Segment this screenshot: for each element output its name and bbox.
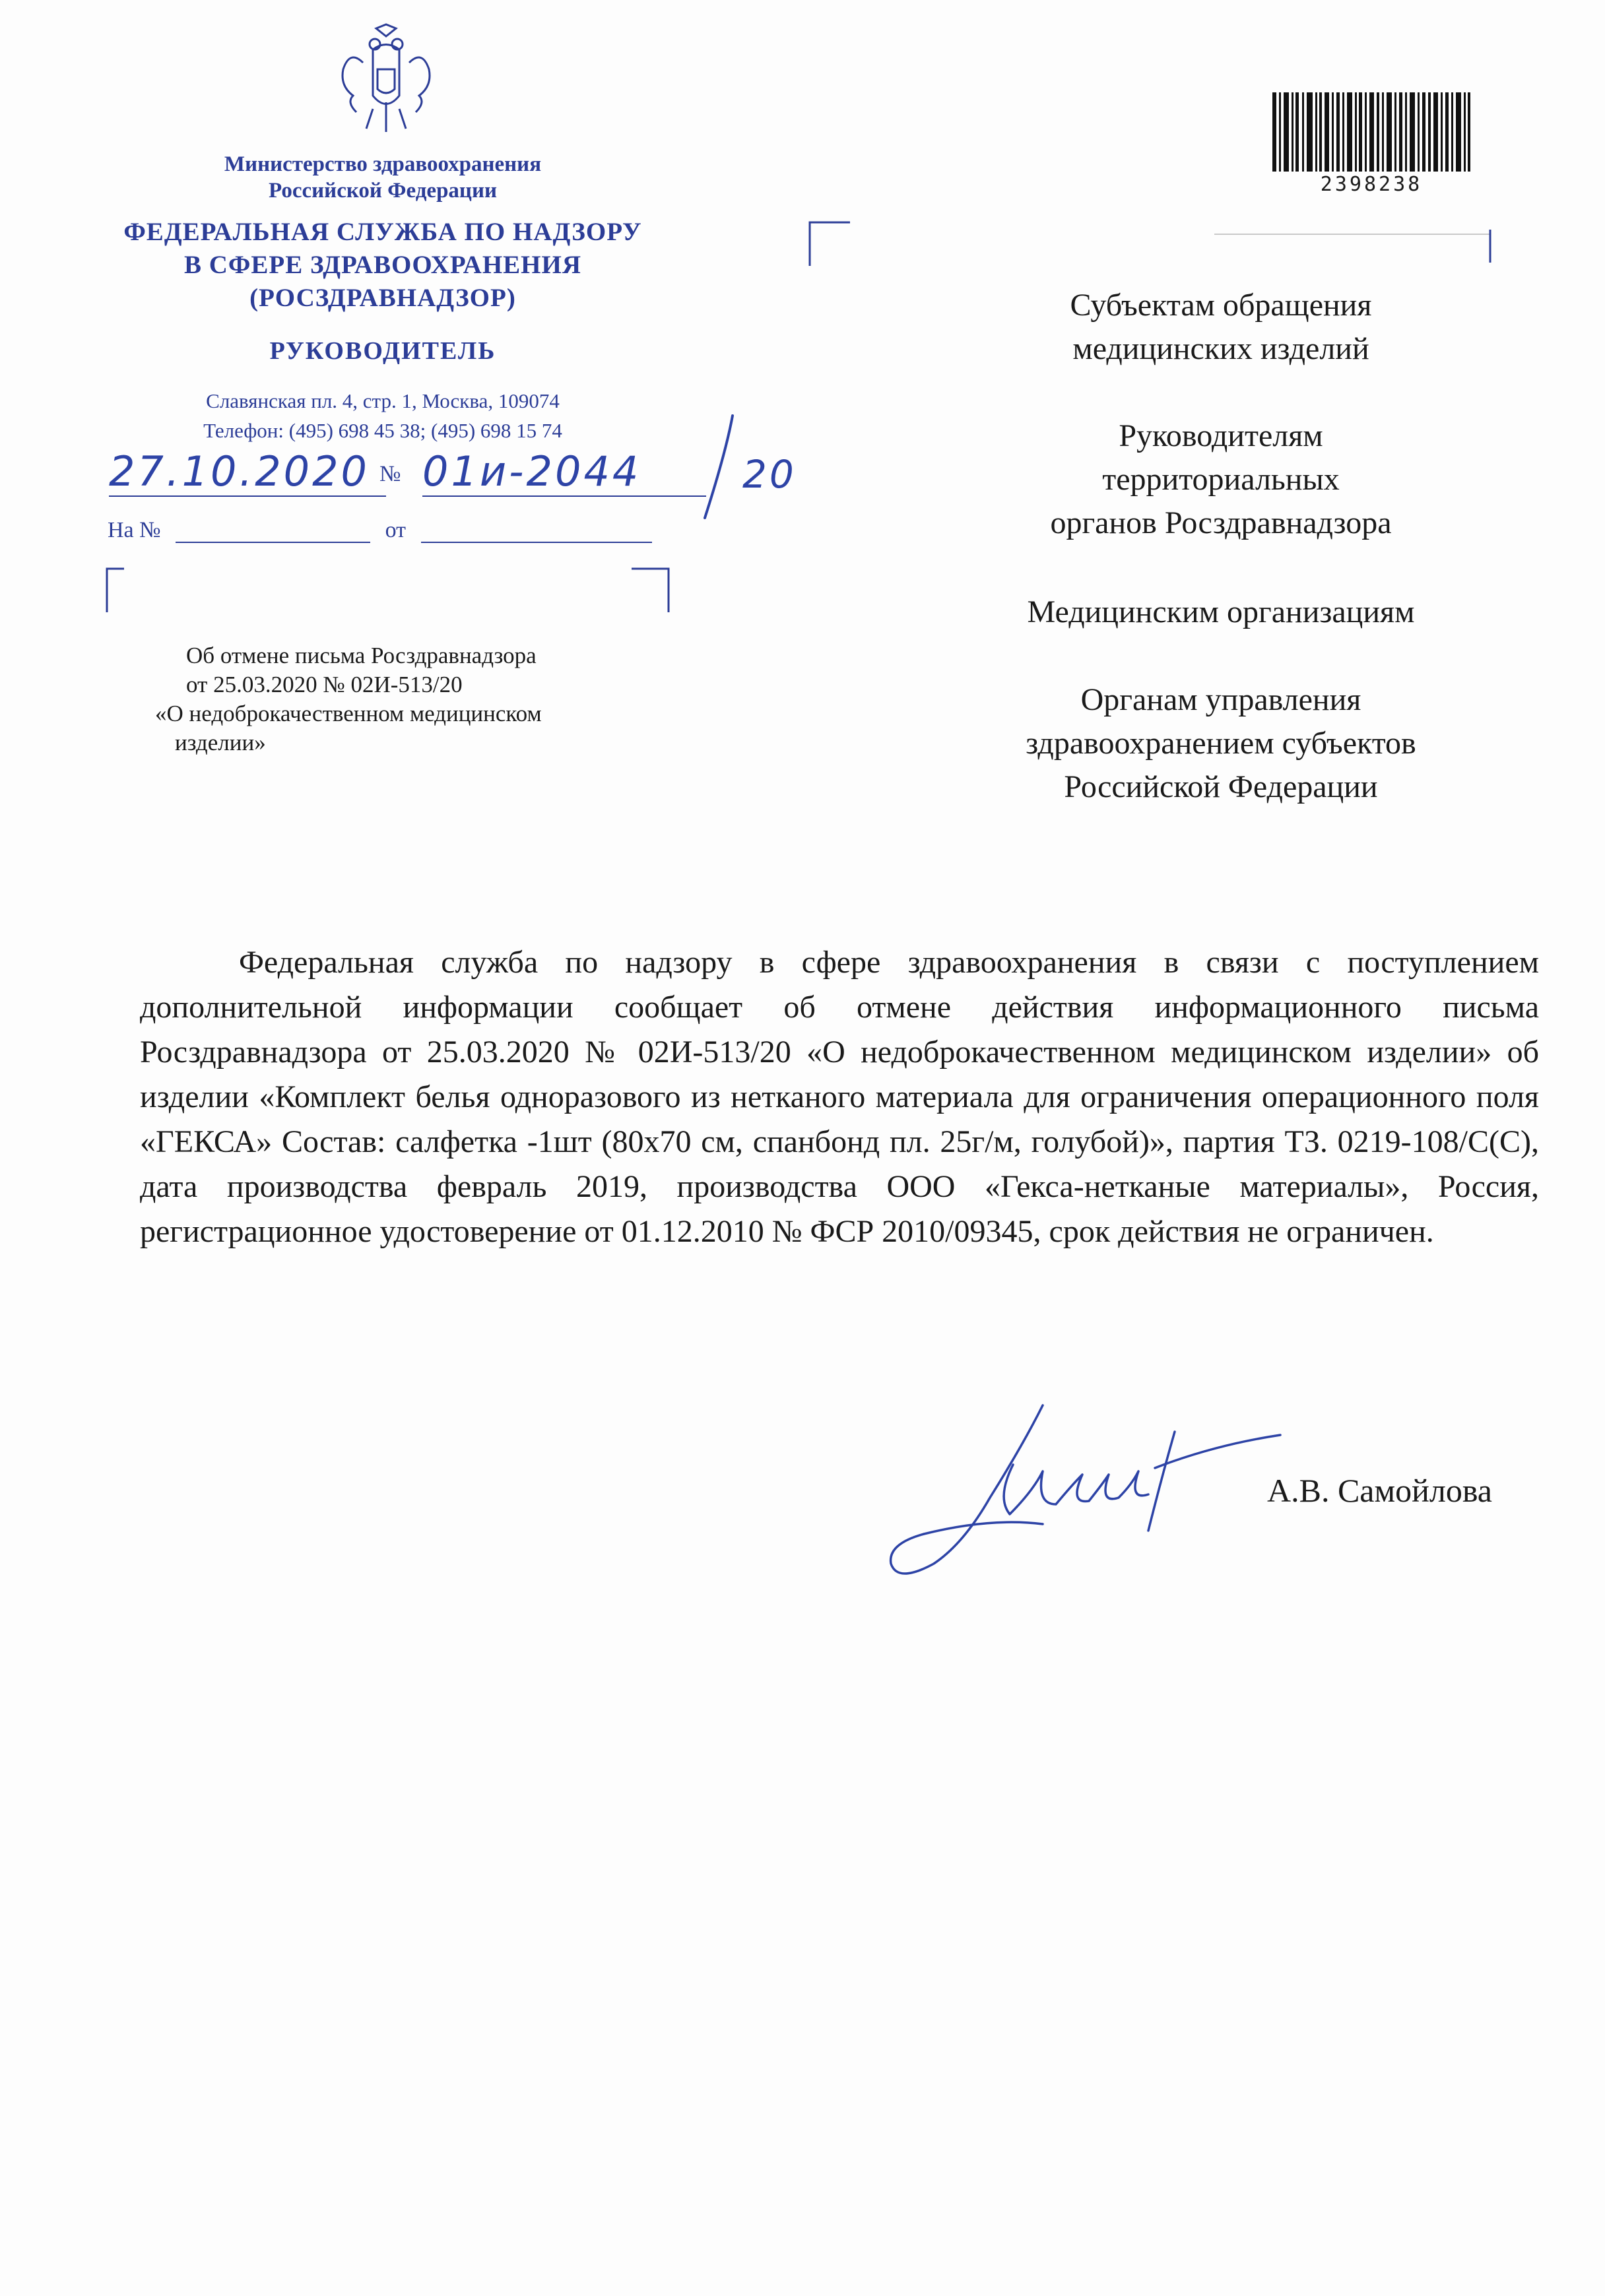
registration-number-field [422, 447, 706, 497]
registration-date: 27.10.2020 [109, 447, 370, 495]
address-bracket-left [808, 221, 851, 267]
address: Славянская пл. 4, стр. 1, Москва, 109074 [206, 389, 560, 412]
body-paragraph: Федеральная служба по надзору в сфере здравоохранения в связи с поступлением дополнительной информации сообщает об отмене действия информационного письма Росздравнадзора от 25.03.2020 № 02И-513/20 «О недоброкачественном медицинском изделии» об изделии «Комплект белья одноразового из нетканого материала для ограничения операционного поля «ГЕКСА» Состав: салфетка -1шт (80х70 см, спанбонд пл. 25г/м, голубой)», партия ТЗ. 0219-108/С(С), дата производства февраль 2019, производства ООО «Гекса-нетканые материалы», Россия, регистрационное удостоверение от 01.12.2010 № ФСР 2010/09345, срок действия не ограничен. [140, 945, 1539, 1249]
subject-bracket-right [630, 567, 670, 614]
position-title: РУКОВОДИТЕЛЬ [269, 337, 496, 365]
on-number-label: На № [108, 518, 161, 542]
reply-reference-line [108, 518, 652, 543]
on-number-blank [176, 522, 370, 543]
service-name-line2: В СФЕРЕ ЗДРАВООХРАНЕНИЯ [183, 251, 582, 279]
handwritten-signature [871, 1392, 1294, 1603]
addressee-4-line2: здравоохранением субъектов [1026, 726, 1416, 761]
ministry-name-line1: Министерство здравоохранения [224, 152, 542, 176]
addressee-1-line2: медицинских изделий [1072, 331, 1369, 366]
subject-line3: «О недоброкачественном медицинском [155, 701, 542, 726]
addressee-block-4 [911, 678, 1531, 809]
signatory-name: А.В. Самойлова [1267, 1472, 1492, 1509]
addressee-3-line1: Медицинским организациям [1027, 594, 1415, 629]
subject-line4: изделии» [175, 730, 266, 755]
barcode-number: 2398238 [1320, 173, 1423, 196]
number-sign: № [379, 462, 401, 486]
address-bracket-right [1214, 224, 1498, 264]
addressee-2-line3: органов Росздравнадзора [1050, 505, 1392, 540]
subject-line2: от 25.03.2020 № 02И-513/20 [186, 672, 463, 697]
coat-of-arms-emblem [337, 23, 436, 135]
addressee-4-line1: Органам управления [1080, 682, 1361, 717]
service-name-line1: ФЕДЕРАЛЬНАЯ СЛУЖБА ПО НАДЗОРУ [123, 218, 642, 246]
phone: Телефон: (495) 698 45 38; (495) 698 15 74 [203, 419, 562, 442]
registration-date-field [109, 447, 386, 497]
number-slash-mark [700, 412, 739, 525]
addressee-2-line1: Руководителям [1119, 418, 1323, 453]
barcode [1272, 92, 1470, 172]
subject-bracket-left [106, 567, 125, 614]
addressee-block-1 [911, 284, 1531, 371]
addressee-4-line3: Российской Федерации [1064, 769, 1378, 804]
addressee-1-line1: Субъектам обращения [1070, 288, 1372, 323]
registration-number: 01и-2044 [422, 447, 641, 495]
ministry-name-line2: Российской Федерации [269, 179, 497, 203]
addressee-block-2 [911, 414, 1531, 545]
service-name-line3: (РОСЗДРАВНАДЗОР) [249, 284, 516, 312]
subject-line1: Об отмене письма Росздравнадзора [186, 643, 537, 668]
from-label: от [385, 518, 407, 542]
registration-number-suffix: 20 [742, 452, 797, 497]
addressee-block-3 [911, 590, 1531, 634]
addressee-2-line2: территориальных [1102, 462, 1340, 497]
from-date-blank [421, 522, 652, 543]
